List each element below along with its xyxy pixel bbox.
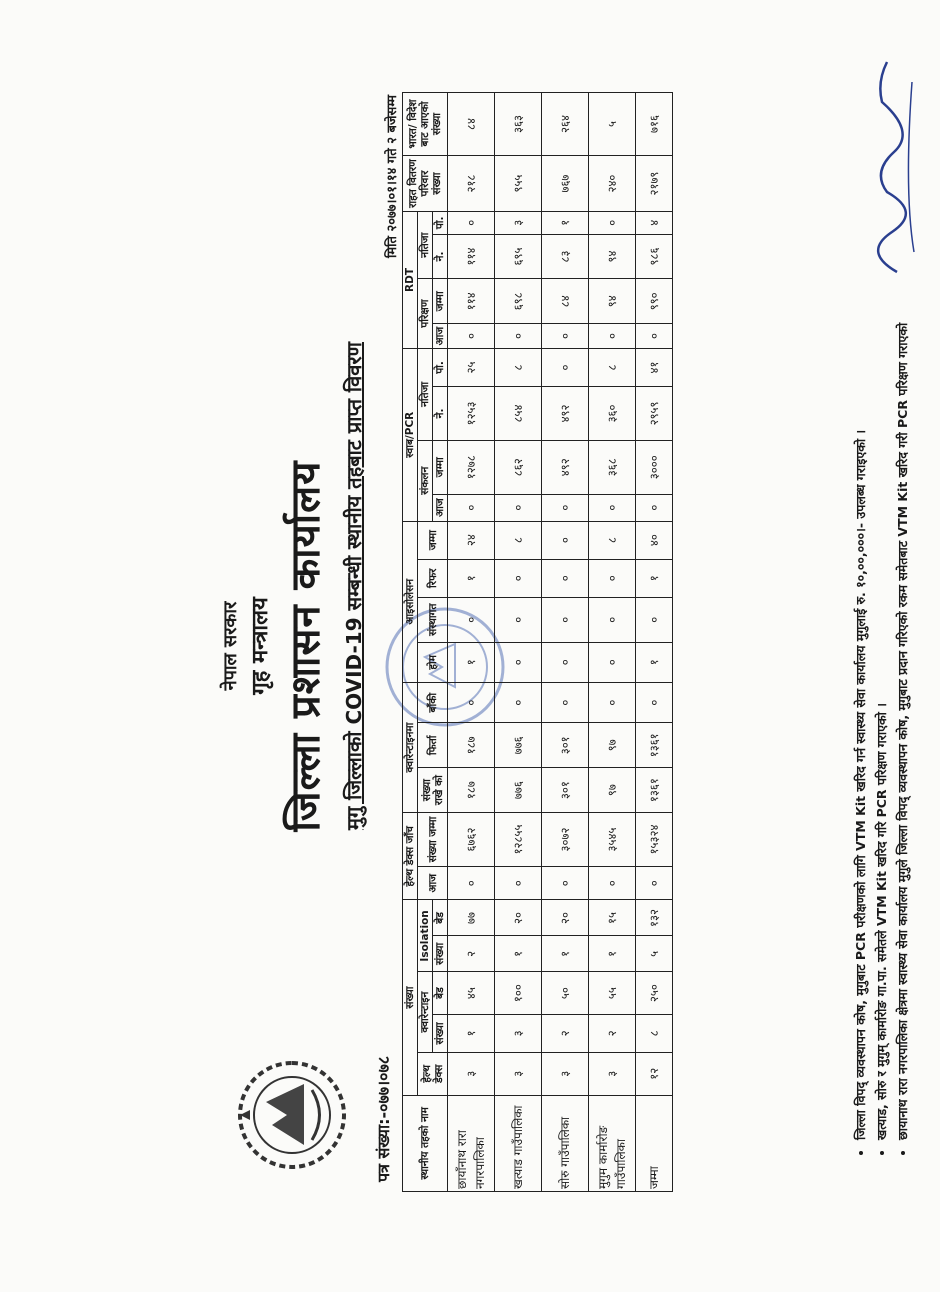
table-cell: ९४ — [589, 234, 636, 279]
table-cell: ८ — [589, 348, 636, 386]
header-rdt: RDT — [403, 212, 418, 349]
table-cell: ० — [448, 597, 495, 642]
table-cell: १ — [448, 559, 495, 597]
header-total-checked: संख्या जम्मा — [418, 813, 448, 867]
table-cell: १ — [448, 1014, 495, 1052]
table-cell: ८ — [636, 1014, 673, 1052]
table-cell: ४० — [636, 521, 673, 559]
table-cell: १ — [495, 936, 542, 972]
table-cell: ९४ — [589, 279, 636, 324]
covid-report-table — [402, 92, 673, 1192]
table-cell: ० — [542, 324, 589, 349]
table-cell: ० — [542, 866, 589, 900]
local-level-name: खत्याड गाउँपालिका — [495, 1095, 542, 1191]
table-cell: ० — [542, 597, 589, 642]
office-title: जिल्ला प्रशासन कार्यालय — [283, 460, 329, 832]
table-cell: ० — [542, 642, 589, 682]
header-i-count: संख्या — [433, 936, 448, 972]
table-cell: १ — [636, 559, 673, 597]
table-cell: ६९५ — [495, 234, 542, 279]
table-cell: १ — [542, 936, 589, 972]
table-cell: ७७६ — [495, 723, 542, 768]
table-cell: ० — [542, 682, 589, 722]
table-cell: ९८६ — [636, 234, 673, 279]
table-cell: ३६८ — [589, 440, 636, 494]
header-pcr-pos: पो. — [433, 348, 448, 386]
table-cell: ० — [495, 642, 542, 682]
local-level-name: जम्मा — [636, 1095, 673, 1191]
table-cell: ० — [542, 559, 589, 597]
table-cell: ३६३ — [495, 93, 542, 156]
table-cell: ८६२ — [495, 440, 542, 494]
header-remaining: बाँकी — [418, 682, 448, 722]
table-cell: १ — [636, 642, 673, 682]
header-health-desk: हेल्थ डेक्स — [418, 1052, 448, 1095]
government-name: नेपाल सरकार — [220, 601, 241, 691]
table-cell: ८४ — [542, 279, 589, 324]
table-cell: ३ — [495, 1014, 542, 1052]
table-cell: २१८ — [448, 156, 495, 212]
header-pcr-total: जम्मा — [433, 440, 448, 494]
table-cell: ७६७ — [542, 156, 589, 212]
table-cell: ८३ — [542, 234, 589, 279]
table-cell: २ — [589, 1014, 636, 1052]
header-rdt-neg: ने. — [433, 234, 448, 279]
header-abroad: भारत/ विदेश बाट आएको संख्या — [403, 93, 448, 156]
table-cell: ११४ — [448, 234, 495, 279]
header-quarantine: क्वारेन्टाइनमा — [403, 682, 418, 812]
table-cell: ० — [495, 597, 542, 642]
note-item: • खत्याड, सोरु र मुगुम् कार्मारोङ गा.पा. समेतले VTM Kit खरिद गरि PCR परिक्षण गराएको । — [872, 120, 891, 1140]
table-cell: २० — [495, 900, 542, 936]
table-cell: १५ — [589, 900, 636, 936]
table-cell: ३ — [448, 1052, 495, 1095]
local-level-name: छायाँनाथ रारा नगरपालिका — [448, 1095, 495, 1191]
table-cell: ० — [636, 494, 673, 521]
reference-number: पत्र संख्या:-०७७।०७८ — [374, 1055, 393, 1182]
table-cell: ० — [542, 521, 589, 559]
table-cell: १२ — [636, 1052, 673, 1095]
table-cell: १ — [589, 936, 636, 972]
ministry-name: गृह मन्त्रालय — [248, 597, 273, 695]
table-cell: ५५ — [589, 972, 636, 1015]
table-cell: १२८५५ — [495, 813, 542, 867]
header-kept: संख्या राखे को — [418, 768, 448, 813]
table-cell: ४५ — [448, 972, 495, 1015]
table-cell: २ — [542, 1014, 589, 1052]
table-cell: २४ — [448, 521, 495, 559]
table-cell: ११४ — [448, 279, 495, 324]
table-row — [448, 93, 495, 1192]
report-subject: मुगु जिल्लाको COVID-19 सम्बन्धी स्थानीय तहबाट प्राप्त विवरण — [342, 342, 366, 831]
table-cell: ० — [448, 866, 495, 900]
report-date: मिति २०७७।०१।१४ गते २ बजेसम्म — [385, 95, 400, 258]
note-item: • छायानाथ रारा नगरपालिका क्षेत्रमा स्वास्थ्य सेवा कार्यालय मुगुले जिल्ला विपद् व्यवस्थापन कोष, मुगुबाट प्रदान गरिएको रकम समेतबाट VTM Kit खरिद गरी PCR परिक्षण गराएको — [893, 120, 912, 1140]
local-level-name: मुगुम कार्मारोङ गाउँपालिका — [589, 1095, 636, 1191]
header-today: आज — [418, 866, 448, 900]
table-cell: २० — [542, 900, 589, 936]
table-cell: ० — [495, 324, 542, 349]
table-cell: २४० — [589, 156, 636, 212]
table-cell: १८७ — [448, 768, 495, 813]
table-body — [448, 93, 673, 1192]
table-cell: ४१ — [636, 348, 673, 386]
table-cell: ० — [636, 682, 673, 722]
table-cell: १२७८ — [448, 440, 495, 494]
table-cell: ० — [589, 682, 636, 722]
table-cell: ४ — [636, 212, 673, 234]
header-count: संख्या — [403, 900, 418, 1095]
table-cell: २१७९ — [636, 156, 673, 212]
header-rdt-pos: पो. — [433, 212, 448, 234]
table-cell: ३ — [495, 1052, 542, 1095]
table-cell: ८ — [495, 521, 542, 559]
table-cell: ० — [448, 324, 495, 349]
table-cell: ८५४ — [495, 387, 542, 441]
table-cell: ७७ — [448, 900, 495, 936]
table-cell: ० — [495, 866, 542, 900]
header-returned: फिर्ता — [418, 723, 448, 768]
header-i-bed: बेड — [433, 900, 448, 936]
header-isolation-total: जम्मा — [418, 521, 448, 559]
table-cell: ५ — [636, 936, 673, 972]
table-row — [542, 93, 589, 1192]
table-cell: १२५३ — [448, 387, 495, 441]
table-cell: १३६१ — [636, 723, 673, 768]
table-cell: ० — [448, 494, 495, 521]
table-cell: ० — [589, 324, 636, 349]
header-quarantine-sub: क्वारेन्टाइन — [418, 972, 433, 1053]
signature-icon — [842, 52, 932, 282]
table-cell: ३५४५ — [589, 813, 636, 867]
local-level-name: सोरु गाउँपालिका — [542, 1095, 589, 1191]
table-cell: ० — [542, 494, 589, 521]
table-cell: ० — [495, 494, 542, 521]
table-cell: ३०१ — [542, 768, 589, 813]
table-cell: ३ — [542, 1052, 589, 1095]
table-cell: २५० — [636, 972, 673, 1015]
table-cell: ३६० — [589, 387, 636, 441]
header-q-count: संख्या — [433, 1014, 448, 1052]
header-rdt-total: जम्मा — [433, 279, 448, 324]
table-cell: ० — [495, 559, 542, 597]
header-institutional: संस्थागत — [418, 597, 448, 642]
table-cell: ७७६ — [495, 768, 542, 813]
table-cell: ० — [589, 494, 636, 521]
table-cell: ४९२ — [542, 440, 589, 494]
header-referred: रिफर — [418, 559, 448, 597]
table-cell: ० — [636, 866, 673, 900]
note-item: • जिल्ला विपद् व्यवस्थापन कोष, मुगुबाट PCR परीक्षणको लागि VTM Kit खरिद गर्न स्वास्थ्य सेवा कार्यालय मुगुलाई रु. १०,००,०००।- उपलब्ध गराइएको । — [851, 120, 870, 1140]
header-rdt-result: नतिजा — [418, 212, 433, 279]
header-isolation-sub: Isolation — [418, 900, 433, 972]
header-health-desk-check: हेल्थ डेक्स जाँच — [403, 813, 418, 900]
table-cell: ३०७२ — [542, 813, 589, 867]
table-cell: ४९२ — [542, 387, 589, 441]
table-cell: १३२ — [636, 900, 673, 936]
header-isolation: आइसोलेसन — [403, 521, 418, 682]
table-cell: ८ — [495, 348, 542, 386]
header-q-bed: बेड — [433, 972, 448, 1015]
table-cell: ५ — [589, 93, 636, 156]
table-cell: ८ — [589, 521, 636, 559]
header-swab-pcr: स्वाब/PCR — [403, 348, 418, 521]
table-cell: ० — [589, 642, 636, 682]
table-cell: ० — [636, 324, 673, 349]
table-cell: ९७ — [589, 723, 636, 768]
table-row — [589, 93, 636, 1192]
table-cell: ० — [448, 212, 495, 234]
table-cell: ३ — [589, 1052, 636, 1095]
table-total-row — [636, 93, 673, 1192]
table-cell: १५३२४ — [636, 813, 673, 867]
header-pcr-neg: ने. — [433, 387, 448, 441]
table-cell: ० — [589, 212, 636, 234]
table-cell: १ — [542, 212, 589, 234]
table-cell: ६९८ — [495, 279, 542, 324]
table-cell: ९९० — [636, 279, 673, 324]
table-cell: २९५९ — [636, 387, 673, 441]
table-cell: ० — [589, 559, 636, 597]
table-cell: ६७६२ — [448, 813, 495, 867]
header-pcr-today: आज — [433, 494, 448, 521]
table-cell: ३०१ — [542, 723, 589, 768]
table-cell: ३००० — [636, 440, 673, 494]
table-cell: ९५५ — [495, 156, 542, 212]
table-cell: १०० — [495, 972, 542, 1015]
table-cell: ० — [448, 682, 495, 722]
table-cell: ५० — [542, 972, 589, 1015]
table-row — [495, 93, 542, 1192]
table-cell: ९७ — [589, 768, 636, 813]
table-cell: २६४ — [542, 93, 589, 156]
table-cell: ७१६ — [636, 93, 673, 156]
table-cell: ० — [589, 597, 636, 642]
header-local-level: स्थानीय तहको नाम — [403, 1095, 448, 1191]
table-cell: ० — [636, 597, 673, 642]
header-rdt-tested: परिक्षण — [418, 279, 433, 349]
table-cell: ३ — [495, 212, 542, 234]
table-cell: ० — [542, 348, 589, 386]
table-cell: ० — [589, 866, 636, 900]
header-home: होम — [418, 642, 448, 682]
table-cell: ८४ — [448, 93, 495, 156]
header-rdt-today: आज — [433, 324, 448, 349]
table-cell: ० — [495, 682, 542, 722]
table-cell: १ — [448, 642, 495, 682]
header-pcr-result: नतिजा — [418, 348, 433, 440]
table-cell: १३६१ — [636, 768, 673, 813]
table-cell: १८७ — [448, 723, 495, 768]
header-relief: राहत वितरण परिवार संख्या — [403, 156, 448, 212]
table-cell: २ — [448, 936, 495, 972]
table-cell: २५ — [448, 348, 495, 386]
header-collected: संकलन — [418, 440, 433, 521]
